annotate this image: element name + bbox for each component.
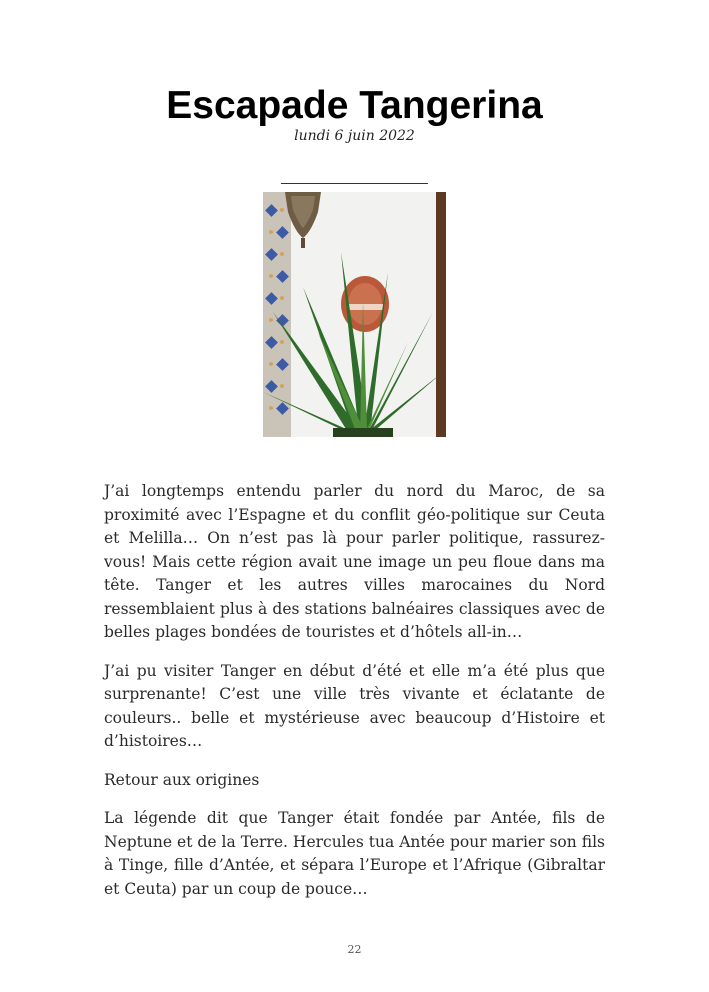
article-title: Escapade Tangerina — [166, 84, 543, 127]
article-photo — [263, 192, 446, 437]
paragraph-visit: J’ai pu visiter Tanger en début d’été et elle m’a été plus que surprenante! C’est une ville très vivante et éclatante de couleurs.. belle et mystérieuse avec beaucoup d’Histoire et d’histoires… — [104, 661, 605, 750]
title-divider — [281, 183, 428, 184]
article-date: lundi 6 juin 2022 — [294, 128, 415, 144]
section-subheading: Retour aux origines — [104, 770, 260, 789]
page-number: 22 — [347, 943, 362, 956]
paragraph-intro: J’ai longtemps entendu parler du nord du Maroc, de sa proximité avec l’Espagne et du conflit géo-politique sur Ceuta et Melilla… On n’est pas là pour parler politique, rassurez-vous! Mais cette région avait une image un peu floue dans ma tête. Tanger et les autres villes marocaines du Nord ressemblaient plus à des stations balnéaires classiques avec de belles plages bondées de touristes et d’hôtels all-in… — [104, 482, 605, 641]
article-body — [104, 480, 605, 916]
paragraph-legend: La légende dit que Tanger était fondée par Antée, fils de Neptune et de la Terre. Hercules tua Antée pour marier son fils à Tinge, fille d’Antée, et sépara l’Europe et l’Afrique (Gibraltar et Ceuta) par un coup de pouce… — [104, 809, 605, 898]
